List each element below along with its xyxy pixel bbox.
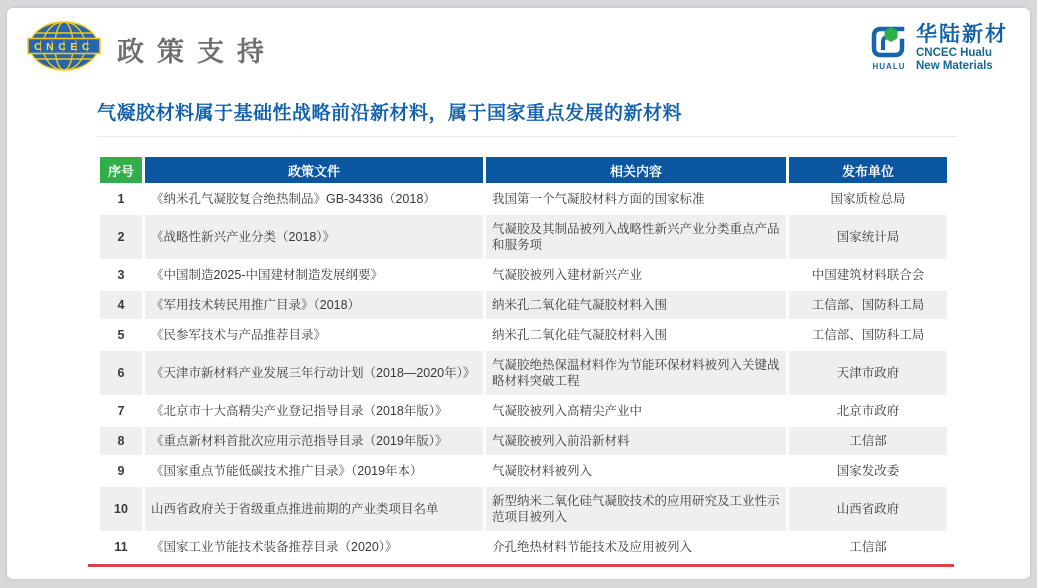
table-row <box>100 321 947 349</box>
cell-doc: 《国家重点节能低碳技术推广目录》（2019年本） <box>145 457 483 485</box>
cell-doc: 《军用技术转民用推广目录》（2018） <box>145 291 483 319</box>
policy-table-wrap <box>97 155 950 567</box>
cell-org: 北京市政府 <box>789 397 947 425</box>
cell-org: 中国建筑材料联合会 <box>789 261 947 289</box>
cell-content: 气凝胶被列入前沿新材料 <box>486 427 786 455</box>
cell-org: 工信部 <box>789 427 947 455</box>
cell-doc: 《重点新材料首批次应用示范指导目录（2019年版）》 <box>145 427 483 455</box>
cell-no: 11 <box>100 533 142 561</box>
table-header-row <box>100 157 947 183</box>
hualu-logo <box>869 24 1008 72</box>
cell-doc: 《民参军技术与产品推荐目录》 <box>145 321 483 349</box>
cell-no: 4 <box>100 291 142 319</box>
cell-no: 9 <box>100 457 142 485</box>
cell-no: 10 <box>100 487 142 531</box>
table-row <box>100 185 947 213</box>
hualu-logo-icon <box>869 24 909 71</box>
section-title: 政策支持 <box>117 36 277 67</box>
brand-left <box>27 20 277 72</box>
cell-doc: 山西省政府关于省级重点推进前期的产业类项目名单 <box>145 487 483 531</box>
cell-doc: 《中国制造2025-中国建材制造发展纲要》 <box>145 261 483 289</box>
column-header-serial: 序号 <box>100 157 142 183</box>
hualu-logo-text <box>916 24 1008 72</box>
table-row <box>100 457 947 485</box>
bottom-accent-line <box>88 564 954 567</box>
title-divider <box>97 136 957 137</box>
cell-content: 纳米孔二氧化硅气凝胶材料入围 <box>486 321 786 349</box>
policy-table <box>97 155 950 563</box>
cell-org: 天津市政府 <box>789 351 947 395</box>
column-header-content: 相关内容 <box>486 157 786 183</box>
cell-content: 气凝胶绝热保温材料作为节能环保材料被列入关键战略材料突破工程 <box>486 351 786 395</box>
cell-org: 工信部 <box>789 533 947 561</box>
cell-org: 山西省政府 <box>789 487 947 531</box>
cell-no: 1 <box>100 185 142 213</box>
cell-content: 气凝胶被列入建材新兴产业 <box>486 261 786 289</box>
cell-no: 3 <box>100 261 142 289</box>
hualu-icon-label: HUALU <box>872 62 906 71</box>
cell-content: 我国第一个气凝胶材料方面的国家标准 <box>486 185 786 213</box>
cell-no: 2 <box>100 215 142 259</box>
cell-org: 工信部、国防科工局 <box>789 321 947 349</box>
cell-no: 6 <box>100 351 142 395</box>
page-title: 气凝胶材料属于基础性战略前沿新材料，属于国家重点发展的新材料 <box>97 103 683 124</box>
table-row <box>100 261 947 289</box>
table-row <box>100 533 947 561</box>
cncec-globe-logo-icon <box>27 20 101 72</box>
cell-org: 国家质检总局 <box>789 185 947 213</box>
cell-no: 5 <box>100 321 142 349</box>
cncec-logo-text: CNCEC <box>34 41 94 53</box>
cell-no: 8 <box>100 427 142 455</box>
cell-org: 工信部、国防科工局 <box>789 291 947 319</box>
cell-content: 气凝胶材料被列入 <box>486 457 786 485</box>
cell-org: 国家发改委 <box>789 457 947 485</box>
table-row <box>100 397 947 425</box>
table-row <box>100 291 947 319</box>
table-row <box>100 351 947 395</box>
cell-org: 国家统计局 <box>789 215 947 259</box>
table-row <box>100 427 947 455</box>
table-row <box>100 215 947 259</box>
hualu-name-cn: 华陆新材 <box>916 23 1008 46</box>
cell-content: 气凝胶被列入高精尖产业中 <box>486 397 786 425</box>
column-header-policy: 政策文件 <box>145 157 483 183</box>
cell-doc: 《国家工业节能技术装备推荐目录（2020）》 <box>145 533 483 561</box>
table-row <box>100 487 947 531</box>
cell-doc: 《北京市十大高精尖产业登记指导目录（2018年版）》 <box>145 397 483 425</box>
column-header-issuer: 发布单位 <box>789 157 947 183</box>
hualu-name-en-2: New Materials <box>916 60 993 73</box>
cell-content: 纳米孔二氧化硅气凝胶材料入围 <box>486 291 786 319</box>
cell-doc: 《纳米孔气凝胶复合绝热制品》GB-34336（2018） <box>145 185 483 213</box>
cell-content: 介孔绝热材料节能技术及应用被列入 <box>486 533 786 561</box>
cell-doc: 《战略性新兴产业分类（2018）》 <box>145 215 483 259</box>
slide <box>7 8 1030 579</box>
cell-no: 7 <box>100 397 142 425</box>
cell-content: 新型纳米二氧化硅气凝胶技术的应用研究及工业性示范项目被列入 <box>486 487 786 531</box>
cell-content: 气凝胶及其制品被列入战略性新兴产业分类重点产品和服务项 <box>486 215 786 259</box>
cell-doc: 《天津市新材料产业发展三年行动计划（2018—2020年）》 <box>145 351 483 395</box>
hualu-name-en-1: CNCEC Hualu <box>916 47 993 60</box>
